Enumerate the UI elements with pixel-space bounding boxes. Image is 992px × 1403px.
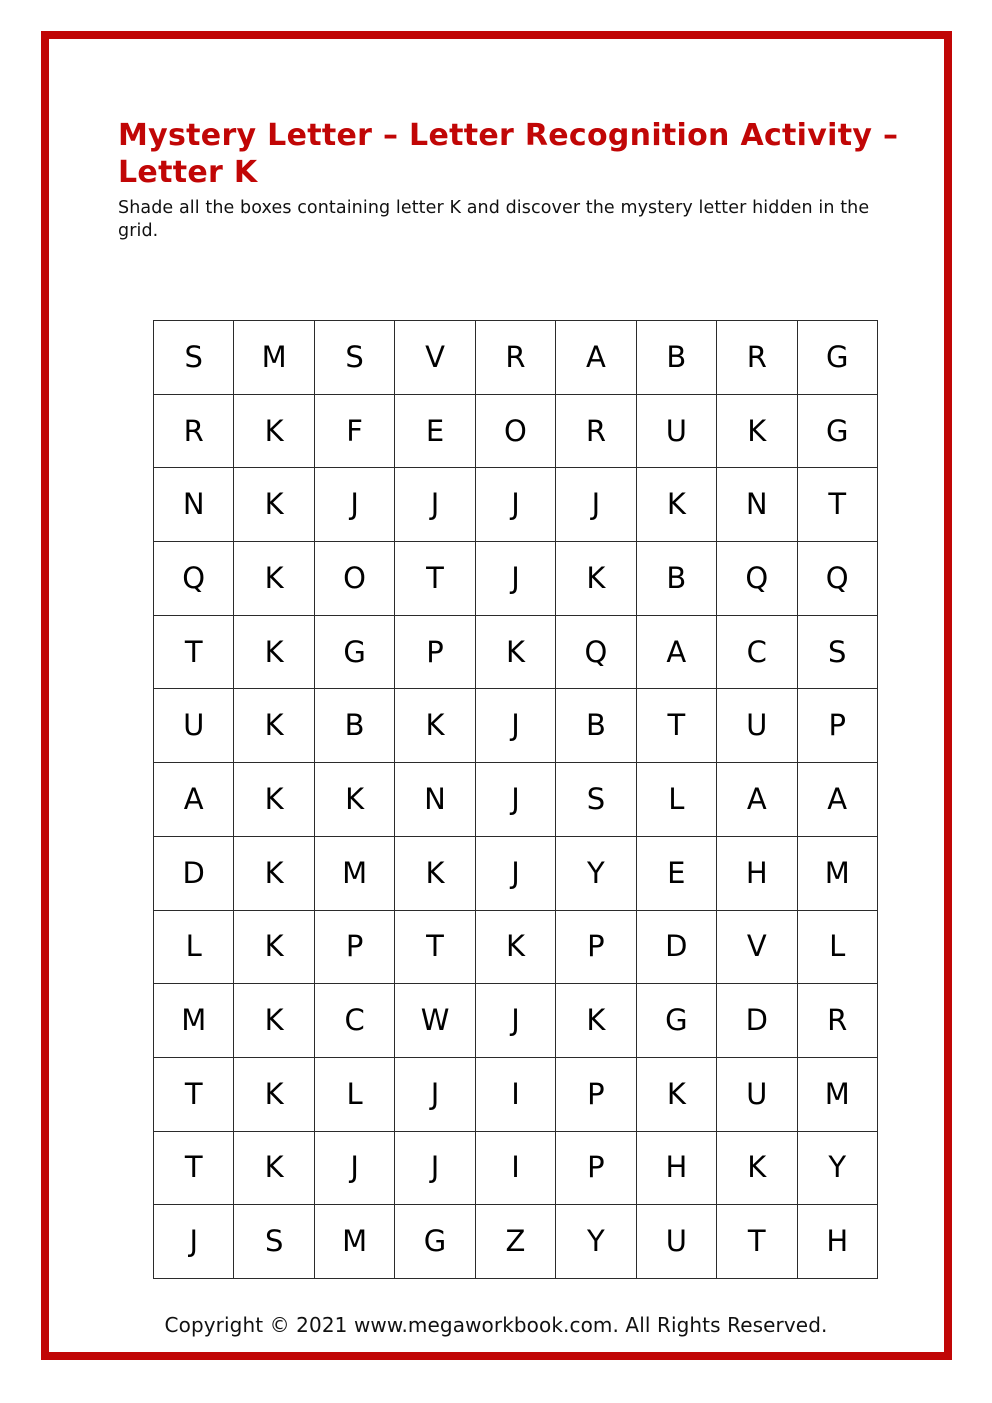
grid-cell[interactable]: O: [475, 394, 555, 468]
grid-cell[interactable]: K: [556, 542, 636, 616]
grid-row: [154, 689, 878, 763]
grid-cell[interactable]: A: [154, 763, 234, 837]
grid-cell[interactable]: J: [154, 1205, 234, 1279]
grid-cell[interactable]: P: [395, 615, 475, 689]
grid-cell[interactable]: U: [636, 394, 716, 468]
grid-cell[interactable]: P: [556, 1057, 636, 1131]
grid-cell[interactable]: G: [395, 1205, 475, 1279]
grid-cell[interactable]: G: [314, 615, 394, 689]
grid-cell[interactable]: T: [154, 1057, 234, 1131]
grid-cell[interactable]: U: [717, 689, 797, 763]
grid-cell[interactable]: T: [717, 1205, 797, 1279]
grid-cell[interactable]: S: [154, 321, 234, 395]
grid-cell[interactable]: N: [154, 468, 234, 542]
grid-cell[interactable]: K: [234, 836, 314, 910]
grid-cell[interactable]: O: [314, 542, 394, 616]
grid-cell[interactable]: K: [234, 615, 314, 689]
grid-cell[interactable]: R: [556, 394, 636, 468]
grid-cell[interactable]: J: [475, 468, 555, 542]
grid-row: [154, 394, 878, 468]
grid-cell[interactable]: K: [234, 689, 314, 763]
grid-cell[interactable]: I: [475, 1131, 555, 1205]
grid-cell[interactable]: N: [717, 468, 797, 542]
grid-cell[interactable]: N: [395, 763, 475, 837]
grid-cell[interactable]: M: [154, 984, 234, 1058]
grid-cell[interactable]: I: [475, 1057, 555, 1131]
grid-cell[interactable]: B: [314, 689, 394, 763]
grid-cell[interactable]: S: [314, 321, 394, 395]
grid-cell[interactable]: P: [314, 910, 394, 984]
grid-cell[interactable]: U: [717, 1057, 797, 1131]
grid-cell[interactable]: T: [636, 689, 716, 763]
grid-cell[interactable]: U: [154, 689, 234, 763]
grid-cell[interactable]: K: [717, 1131, 797, 1205]
letter-grid-container: [153, 320, 868, 1279]
grid-cell[interactable]: U: [636, 1205, 716, 1279]
grid-cell[interactable]: K: [314, 763, 394, 837]
grid-cell[interactable]: R: [475, 321, 555, 395]
grid-cell[interactable]: K: [395, 836, 475, 910]
grid-cell[interactable]: H: [797, 1205, 877, 1279]
grid-cell[interactable]: K: [636, 1057, 716, 1131]
grid-cell[interactable]: K: [475, 910, 555, 984]
grid-cell[interactable]: V: [717, 910, 797, 984]
grid-cell[interactable]: F: [314, 394, 394, 468]
grid-cell[interactable]: P: [556, 910, 636, 984]
grid-cell[interactable]: J: [475, 542, 555, 616]
instructions-text: Shade all the boxes containing letter K and discover the mystery letter hidden in the grid.: [118, 198, 870, 241]
grid-cell[interactable]: R: [797, 984, 877, 1058]
grid-cell[interactable]: M: [797, 836, 877, 910]
grid-cell[interactable]: Y: [556, 836, 636, 910]
grid-row: [154, 1205, 878, 1279]
grid-row: [154, 763, 878, 837]
grid-cell[interactable]: K: [234, 394, 314, 468]
grid-cell[interactable]: K: [395, 689, 475, 763]
grid-cell[interactable]: T: [395, 910, 475, 984]
grid-cell[interactable]: D: [636, 910, 716, 984]
grid-cell[interactable]: Y: [556, 1205, 636, 1279]
grid-cell[interactable]: H: [636, 1131, 716, 1205]
grid-row: [154, 468, 878, 542]
page-title: Mystery Letter – Letter Recognition Activity – Letter K: [118, 118, 899, 190]
grid-cell[interactable]: J: [314, 1131, 394, 1205]
worksheet-header: [118, 118, 918, 243]
grid-cell[interactable]: B: [636, 321, 716, 395]
letter-grid-body: [154, 321, 878, 1279]
grid-cell[interactable]: G: [636, 984, 716, 1058]
grid-row: [154, 542, 878, 616]
grid-cell[interactable]: T: [154, 615, 234, 689]
grid-cell[interactable]: M: [314, 1205, 394, 1279]
grid-cell[interactable]: J: [556, 468, 636, 542]
grid-cell[interactable]: T: [395, 542, 475, 616]
grid-cell[interactable]: J: [475, 836, 555, 910]
grid-cell[interactable]: D: [154, 836, 234, 910]
grid-cell[interactable]: R: [717, 321, 797, 395]
grid-cell[interactable]: A: [556, 321, 636, 395]
letter-grid: [153, 320, 878, 1279]
grid-row: [154, 321, 878, 395]
grid-cell[interactable]: K: [234, 468, 314, 542]
grid-cell[interactable]: J: [395, 1131, 475, 1205]
grid-cell[interactable]: C: [717, 615, 797, 689]
grid-cell[interactable]: V: [395, 321, 475, 395]
grid-cell[interactable]: S: [797, 615, 877, 689]
grid-row: [154, 836, 878, 910]
grid-cell[interactable]: A: [717, 763, 797, 837]
grid-cell[interactable]: S: [234, 1205, 314, 1279]
grid-cell[interactable]: G: [797, 394, 877, 468]
grid-cell[interactable]: Z: [475, 1205, 555, 1279]
grid-cell[interactable]: G: [797, 321, 877, 395]
grid-cell[interactable]: L: [314, 1057, 394, 1131]
grid-cell[interactable]: J: [395, 1057, 475, 1131]
grid-cell[interactable]: P: [797, 689, 877, 763]
grid-cell[interactable]: M: [234, 321, 314, 395]
grid-cell[interactable]: B: [556, 689, 636, 763]
grid-cell[interactable]: Q: [556, 615, 636, 689]
grid-cell[interactable]: R: [154, 394, 234, 468]
grid-cell[interactable]: L: [797, 910, 877, 984]
grid-cell[interactable]: Q: [717, 542, 797, 616]
grid-cell[interactable]: L: [154, 910, 234, 984]
grid-cell[interactable]: Q: [797, 542, 877, 616]
grid-row: [154, 984, 878, 1058]
grid-cell[interactable]: K: [717, 394, 797, 468]
grid-row: [154, 615, 878, 689]
grid-cell[interactable]: K: [234, 1131, 314, 1205]
grid-cell[interactable]: W: [395, 984, 475, 1058]
grid-cell[interactable]: K: [234, 1057, 314, 1131]
grid-cell[interactable]: M: [314, 836, 394, 910]
grid-cell[interactable]: J: [475, 689, 555, 763]
grid-cell[interactable]: B: [636, 542, 716, 616]
grid-cell[interactable]: K: [475, 615, 555, 689]
grid-cell[interactable]: Q: [154, 542, 234, 616]
grid-cell[interactable]: C: [314, 984, 394, 1058]
grid-cell[interactable]: J: [395, 468, 475, 542]
grid-cell[interactable]: S: [556, 763, 636, 837]
grid-cell[interactable]: M: [797, 1057, 877, 1131]
grid-cell[interactable]: T: [154, 1131, 234, 1205]
grid-cell[interactable]: H: [717, 836, 797, 910]
grid-cell[interactable]: K: [234, 763, 314, 837]
grid-cell[interactable]: K: [636, 468, 716, 542]
grid-cell[interactable]: K: [556, 984, 636, 1058]
grid-cell[interactable]: K: [234, 910, 314, 984]
grid-cell[interactable]: J: [475, 984, 555, 1058]
grid-row: [154, 910, 878, 984]
copyright-footer: Copyright © 2021 www.megaworkbook.com. All Rights Reserved.: [164, 1313, 828, 1337]
grid-cell[interactable]: E: [395, 394, 475, 468]
grid-cell[interactable]: E: [636, 836, 716, 910]
grid-cell[interactable]: P: [556, 1131, 636, 1205]
grid-cell[interactable]: T: [797, 468, 877, 542]
grid-cell[interactable]: K: [234, 542, 314, 616]
grid-cell[interactable]: A: [636, 615, 716, 689]
grid-cell[interactable]: J: [475, 763, 555, 837]
grid-cell[interactable]: J: [314, 468, 394, 542]
grid-cell[interactable]: Y: [797, 1131, 877, 1205]
grid-cell[interactable]: A: [797, 763, 877, 837]
grid-cell[interactable]: K: [234, 984, 314, 1058]
grid-row: [154, 1131, 878, 1205]
grid-cell[interactable]: L: [636, 763, 716, 837]
grid-row: [154, 1057, 878, 1131]
grid-cell[interactable]: D: [717, 984, 797, 1058]
